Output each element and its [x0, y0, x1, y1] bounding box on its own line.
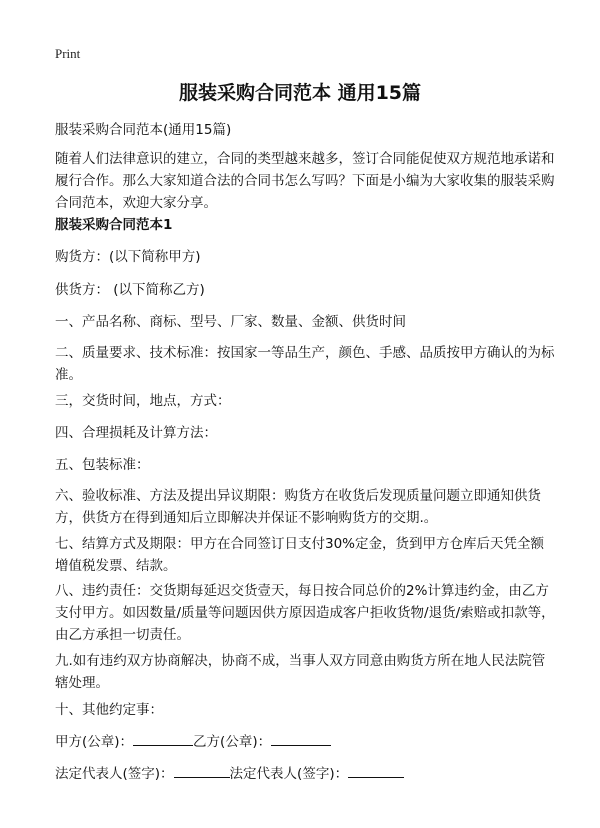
- clause-9: 九.如有违约双方协商解决，协商不成，当事人双方同意由购货方所在地人民法院管辖处理。: [55, 653, 546, 691]
- party-b-rep-line: [348, 763, 404, 778]
- party-a-seal-label: 甲方(公章)：: [55, 734, 134, 750]
- buyer-line: 购货方：(以下简称甲方): [55, 249, 201, 265]
- intro-paragraph: 随着人们法律意识的建立，合同的类型越来越多，签订合同能促使双方规范地承诺和履行合作。那么大家知道合法的合同书怎么写吗？下面是小编为大家收集的服装采购合同范本，欢迎大家分享。: [55, 151, 555, 211]
- clause-3: 三，交货时间，地点，方式：: [55, 393, 231, 409]
- clause-8: 八、违约责任：交货期每延迟交货壹天，每日按合同总价的2%计算违约金，由乙方支付甲方。如因数量/质量等问题因供方原因造成客户拒收货物/退货/索赔或扣款等，由乙方承担一切责任。: [55, 583, 555, 643]
- clause-7: 七、结算方式及期限：甲方在合同签订日支付30%定金，货到甲方仓库后天凭全额增值税发票、结款。: [55, 536, 545, 574]
- party-b-rep-label: 法定代表人(签字)：: [229, 766, 349, 782]
- supplier-line: 供货方： (以下简称乙方): [55, 282, 205, 298]
- party-b-seal-label: 乙方(公章)：: [193, 734, 272, 750]
- print-label: Print: [55, 46, 81, 61]
- clause-10: 十、其他约定事：: [55, 702, 163, 718]
- party-b-seal-line: [271, 731, 331, 746]
- clause-4: 四、合理损耗及计算方法：: [55, 425, 217, 441]
- clause-2: 二、质量要求、技术标准：按国家一等品生产，颜色、手感、品质按甲方确认的为标准。: [55, 345, 555, 383]
- seal-signature-row: [55, 731, 555, 753]
- document-subtitle: 服装采购合同范本(通用15篇): [55, 122, 232, 138]
- document-title: 服装采购合同范本 通用15篇: [178, 82, 422, 104]
- section-heading: 服装采购合同范本1: [55, 217, 173, 233]
- party-a-seal-line: [133, 731, 193, 746]
- party-a-rep-label: 法定代表人(签字)：: [55, 766, 174, 782]
- clause-5: 五、包装标准：: [55, 457, 150, 473]
- representative-signature-row: [55, 763, 555, 785]
- clause-6: 六、验收标准、方法及提出异议期限：购货方在收货后发现质量问题立即通知供货方，供货方在得到通知后立即解决并保证不影响购货方的交期.。: [55, 488, 541, 526]
- party-a-rep-line: [174, 763, 230, 778]
- clause-1: 一、产品名称、商标、型号、厂家、数量、金额、供货时间: [55, 314, 406, 330]
